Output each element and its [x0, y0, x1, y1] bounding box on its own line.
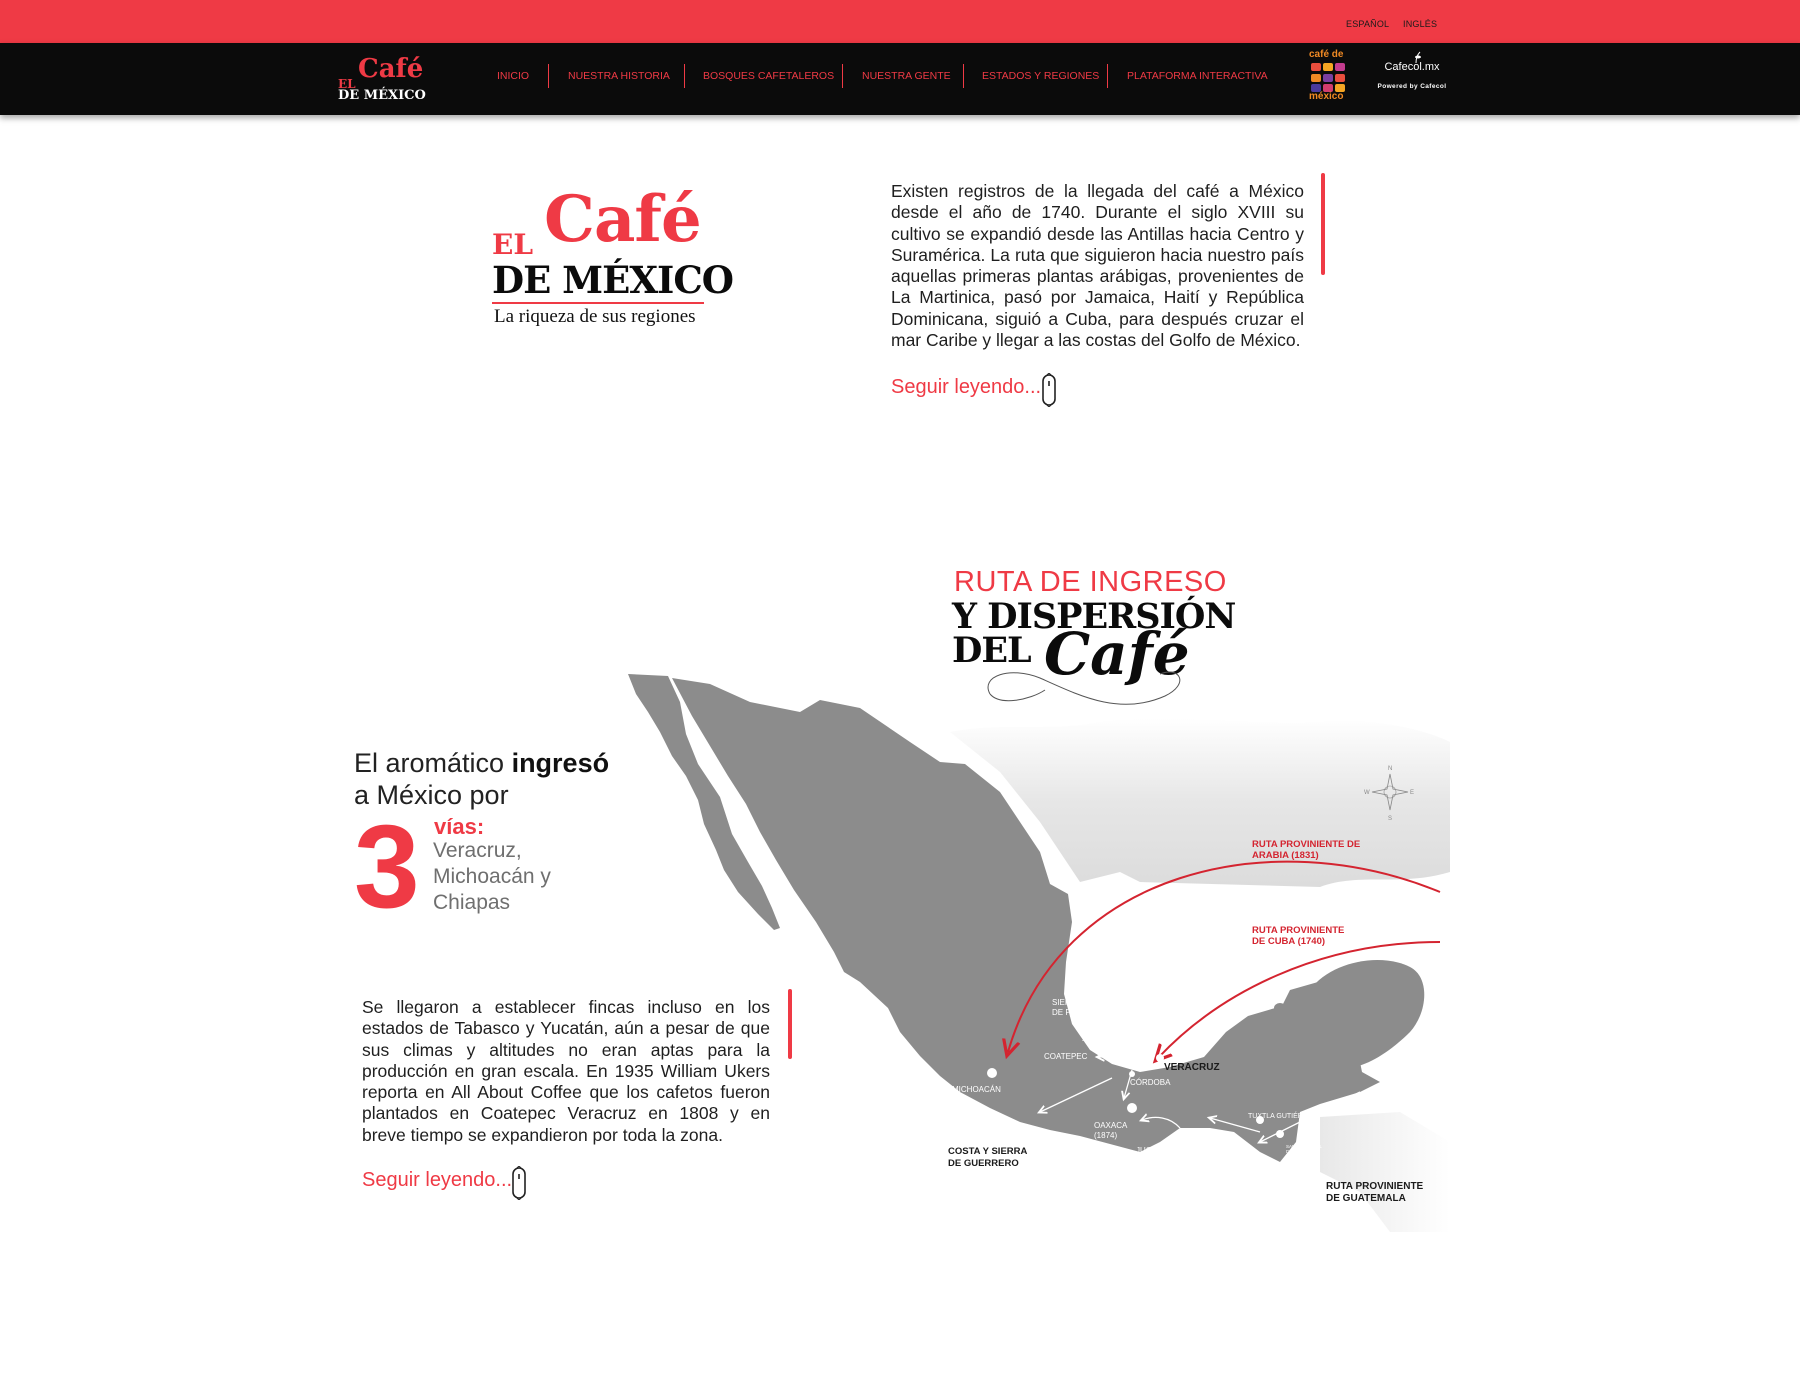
- logo-cafe: Café: [358, 54, 424, 84]
- nav-inicio[interactable]: INICIO: [497, 70, 530, 82]
- label-xalapa: XALAPA: [1082, 1034, 1113, 1043]
- dot-michoacan: [987, 1068, 997, 1078]
- label-route-cuba-1: RUTA PROVINIENTE: [1252, 925, 1345, 936]
- label-route-cuba-2: DE CUBA (1740): [1252, 936, 1326, 947]
- coffee-plant-icon: [1372, 51, 1452, 65]
- nav-divider: [1107, 64, 1108, 88]
- read-more-link-1[interactable]: Seguir leyendo...: [891, 376, 1042, 398]
- ways-line2: a México por: [354, 780, 509, 810]
- scroll-mouse-icon[interactable]: [511, 1166, 527, 1200]
- lang-spanish-link[interactable]: ESPAÑOL: [1346, 19, 1390, 29]
- main-navbar: [0, 43, 1800, 115]
- dot-san-cristobal: [1276, 1130, 1284, 1138]
- nav-divider: [684, 64, 685, 88]
- badge-color-grid: [1311, 63, 1345, 93]
- nav-nuestra-gente[interactable]: NUESTRA GENTE: [862, 70, 951, 82]
- way-chiapas: Chiapas: [433, 891, 511, 914]
- central-america-shape: [1320, 1112, 1450, 1232]
- lang-english-link[interactable]: INGLÉS: [1403, 19, 1438, 29]
- label-oaxaca-2: (1874): [1094, 1131, 1118, 1140]
- label-cordoba: CÓRDOBA: [1130, 1078, 1171, 1087]
- powered-by-text: Powered by Cafecol: [1377, 83, 1447, 90]
- logo-de-mexico: DE MÉXICO: [338, 88, 426, 103]
- dot-juchitan: [1187, 1129, 1197, 1139]
- label-sierra-nor-2: DE PUEBLA: [1052, 1008, 1097, 1017]
- language-bar: [0, 0, 1800, 43]
- hero-logo-el: EL: [492, 228, 534, 261]
- label-costa-1: COSTA Y SIERRA: [948, 1146, 1028, 1157]
- hero-logo-rule: [492, 302, 704, 304]
- nav-nuestra-historia[interactable]: NUESTRA HISTORIA: [568, 70, 670, 82]
- compass-s: S: [1388, 816, 1393, 822]
- hero-logo-de-mexico: DE MÉXICO: [492, 258, 734, 302]
- label-veracruz: VERACRUZ: [1164, 1062, 1220, 1073]
- badge-top-text: café de: [1309, 49, 1344, 60]
- ways-line1-prefix: El aromático: [354, 748, 512, 778]
- three-ways-callout: [354, 748, 654, 933]
- dot-cordoba: [1129, 1071, 1135, 1077]
- label-juchitan: JUCHITÁN: [1136, 1146, 1176, 1155]
- label-1846: (1846): [1212, 1154, 1233, 1161]
- dot-oaxaca: [1127, 1103, 1137, 1113]
- cafecol-name: Cafecol.mx: [1384, 61, 1440, 73]
- dot-soconusco: [1251, 1164, 1261, 1174]
- nav-divider: [548, 64, 549, 88]
- compass-e: E: [1410, 790, 1415, 796]
- compass-n: N: [1388, 766, 1393, 772]
- route-title-line2: Y DISPERSIÓN: [952, 596, 1236, 637]
- ways-vias-label: vías:: [434, 814, 485, 839]
- dot-coatepec: [1124, 1052, 1132, 1060]
- read-more-link-2[interactable]: Seguir leyendo...: [362, 1169, 513, 1191]
- cafe-de-mexico-badge[interactable]: [1306, 49, 1350, 105]
- label-oaxaca-1: OAXACA: [1094, 1121, 1128, 1130]
- ways-number: 3: [354, 801, 416, 933]
- hero-subtitle: La riqueza de sus regiones: [494, 306, 696, 327]
- nav-divider: [963, 64, 964, 88]
- label-tuxtla: TUXTLA GUTIÉRREZ: [1248, 1113, 1317, 1120]
- label-route-arabia-2: ARABIA (1831): [1252, 850, 1319, 861]
- way-veracruz: Veracruz,: [433, 839, 522, 862]
- label-michoacan: MICHOACÁN: [952, 1085, 1001, 1094]
- label-costa-2: DE GUERRERO: [948, 1158, 1019, 1169]
- yucatan-shape: [1310, 960, 1424, 1068]
- label-route-guatemala-1: RUTA PROVINIENTE: [1326, 1181, 1424, 1192]
- route-title-line3: DEL: [952, 630, 1031, 671]
- dot-xalapa: [1116, 1035, 1124, 1043]
- label-sierra-nor-1: SIERRA NOR TE: [1052, 998, 1114, 1007]
- route-title-line1: RUTA DE INGRESO: [954, 566, 1227, 598]
- mexico-coffee-route-map: [620, 672, 1450, 1252]
- label-san-cristobal-1: SAN CRISTÓBAL: [1286, 1144, 1323, 1149]
- label-route-guatemala-2: DE GUATEMALA: [1326, 1193, 1406, 1204]
- nav-bosques-cafetaleros[interactable]: BOSQUES CAFETALEROS: [703, 70, 835, 82]
- cafecol-logo[interactable]: [1372, 53, 1452, 103]
- scroll-mouse-icon[interactable]: [1041, 373, 1057, 407]
- ways-line1-bold: ingresó: [511, 748, 610, 778]
- way-michoacan: Michoacán y: [433, 865, 551, 888]
- label-route-arabia-1: RUTA PROVINIENTE DE: [1252, 839, 1361, 850]
- route-title-line4: Café: [1044, 620, 1190, 688]
- nav-estados-regiones[interactable]: ESTADOS Y REGIONES: [982, 70, 1100, 82]
- dot-veracruz: [1156, 1054, 1164, 1062]
- ways-line1: [354, 748, 609, 779]
- intro-paragraph: Existen registros de la llegada del café a México desde el año de 1740. Durante el siglo XVIII su cultivo se expandió desde las Antillas hacia Centro y Suramérica. La ruta que siguieron hacia nuestro país aquellas primeras plantas arábigas, provenientes de La Martinica, pasó por Jamaica, Haití y República Dominicana, siguió a Cuba, para después cruzar el mar Caribe y llegar a las costas del Golfo de México.: [891, 181, 1304, 351]
- label-soconusco: SOCONUSCO: [1256, 1180, 1299, 1187]
- hero-logo: [488, 182, 734, 338]
- nav-plataforma-interactiva[interactable]: PLATAFORMA INTERACTIVA: [1127, 70, 1268, 82]
- intro-accent-line: [1321, 173, 1325, 275]
- badge-bottom-text: méxico: [1309, 91, 1344, 102]
- label-coatepec: COATEPEC: [1044, 1052, 1088, 1061]
- label-san-cristobal-2: DE LAS CASAS: [1286, 1149, 1319, 1154]
- nav-divider: [842, 64, 843, 88]
- fincas-paragraph: Se llegaron a establecer fincas incluso en los estados de Tabasco y Yucatán, aún a pesar de que sus climas y altitudes no eran aptas para la producción en gran escala. En 1935 William Ukers reporta en All About Coffee que los cafetos fueron plantados en Coatepec Veracruz en 1808 y en breve tiempo se expandieron por toda la zona.: [362, 997, 770, 1145]
- hero-logo-cafe: Café: [544, 182, 701, 257]
- logo-el: EL: [338, 77, 356, 91]
- compass-w: W: [1364, 790, 1370, 796]
